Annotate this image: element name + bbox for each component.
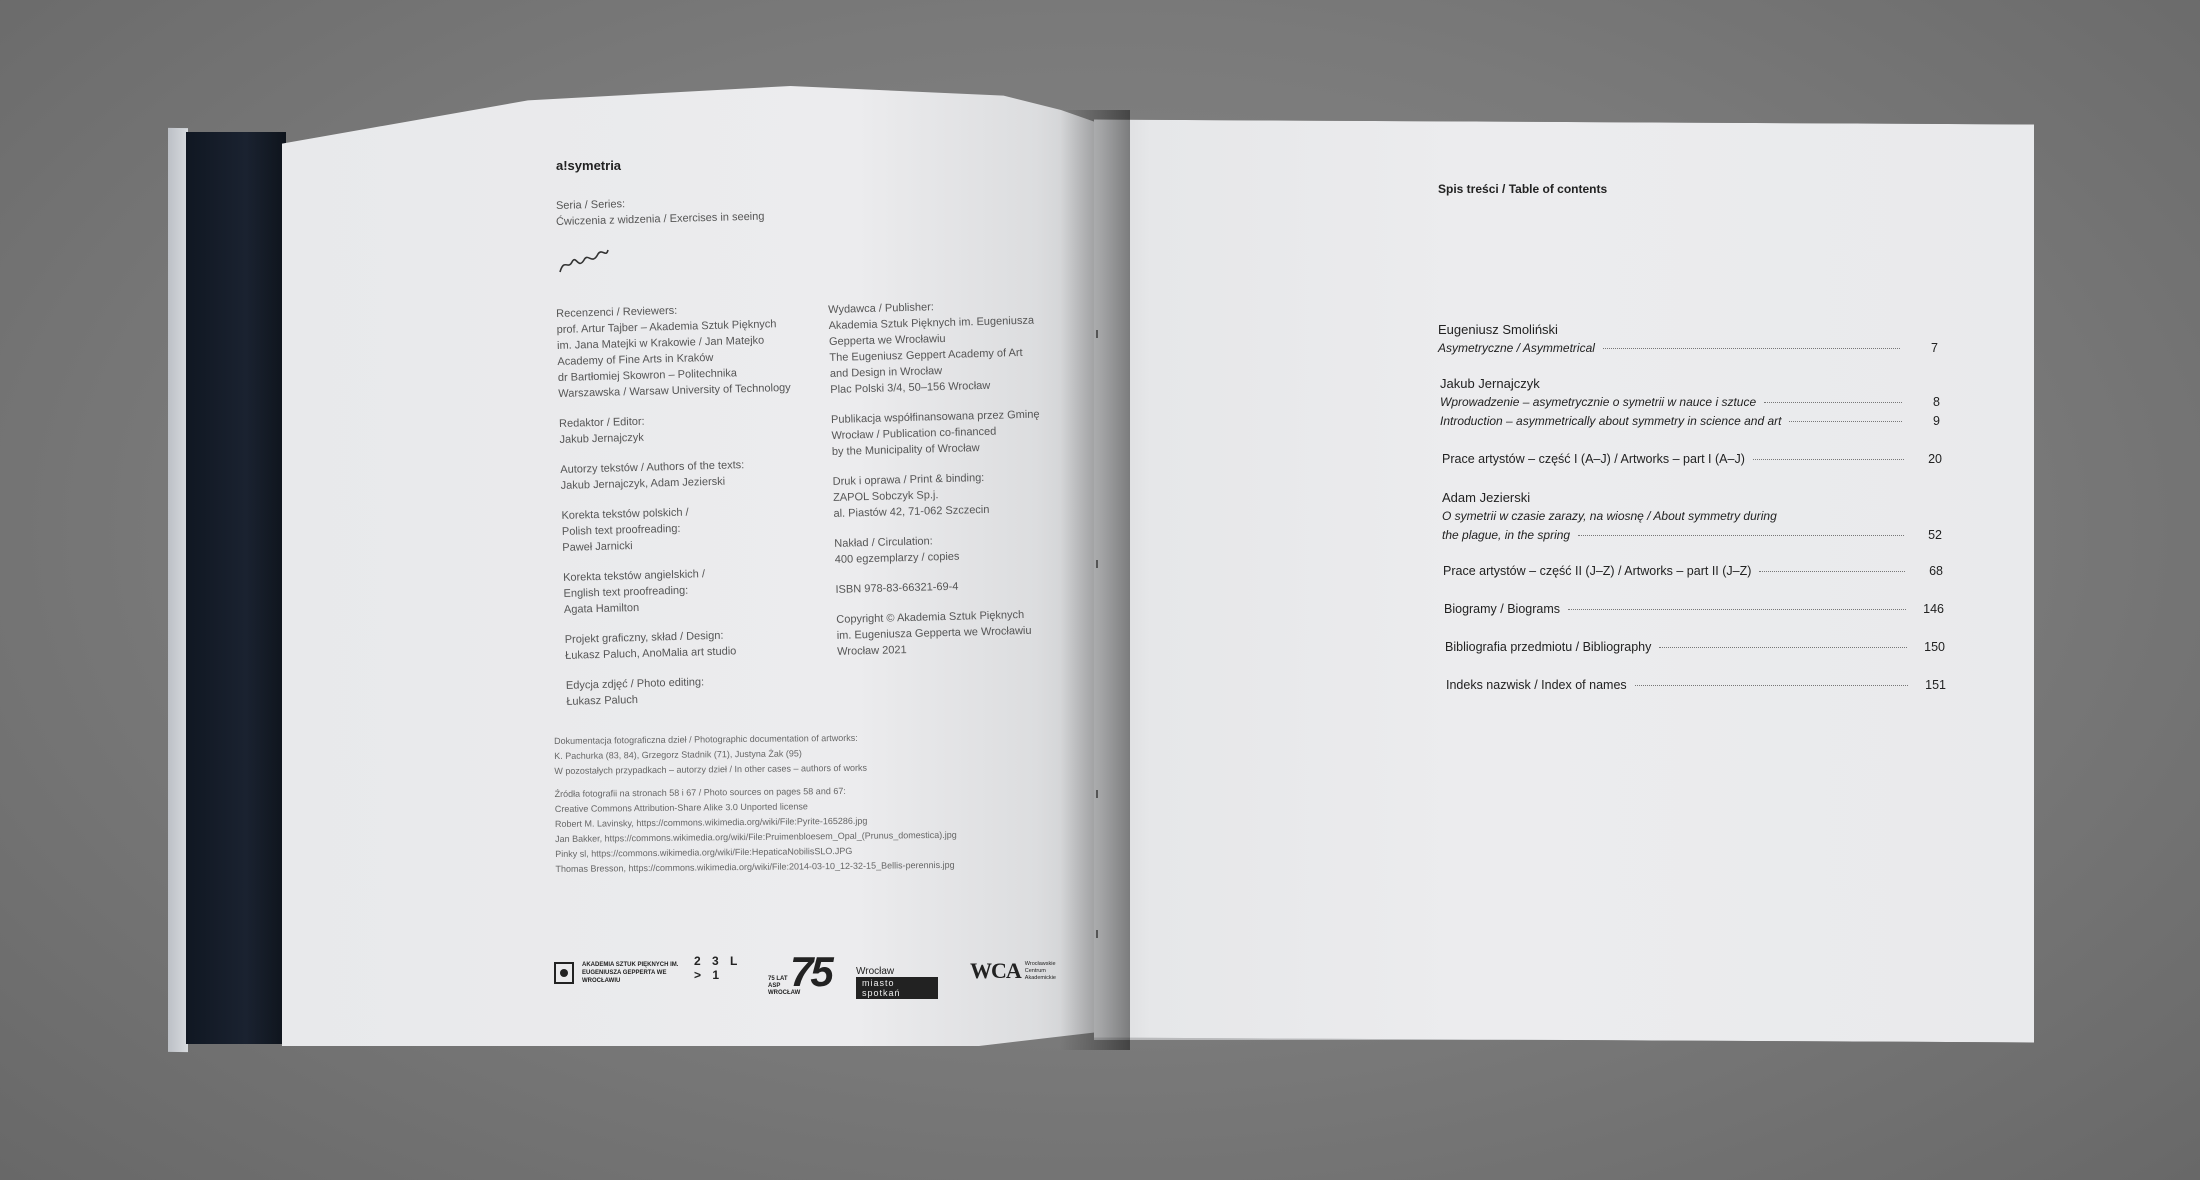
toc-leader-dots — [1753, 459, 1904, 460]
credit-block — [828, 297, 1039, 398]
credit-line: Autorzy tekstów / Authors of the texts: — [560, 459, 745, 476]
credit-line: im. Eugeniusza Gepperta we Wrocławiu — [836, 624, 1032, 642]
toc-page-number: 9 — [1933, 414, 1940, 428]
credit-line: Warszawska / Warsaw University of Technology — [558, 381, 791, 400]
credits-column-2 — [828, 297, 1046, 674]
toc-page-number: 146 — [1923, 602, 1944, 616]
credit-line: Nakład / Circulation: — [834, 535, 933, 550]
toc-leader-dots — [1578, 535, 1904, 536]
credit-block — [560, 456, 793, 494]
toc-page-number: 20 — [1928, 452, 1942, 466]
asp-emblem-icon — [552, 960, 576, 986]
note-line: Dokumentacja fotograficzna dzieł / Photographic documentation of artworks: — [554, 732, 858, 746]
toc-page-number: 68 — [1929, 564, 1943, 578]
credit-block — [561, 502, 795, 556]
toc-entry-title: Prace artystów – część II (J–Z) / Artworks – part II (J–Z) — [1443, 564, 1752, 578]
toc-entry[interactable] — [1444, 602, 1944, 616]
credit-line: Akademia Sztuk Pięknych im. Eugeniusza — [828, 314, 1035, 332]
note-line: K. Pachurka (83, 84), Grzegorz Stadnik (71), Justyna Żak (95) — [554, 748, 802, 761]
toc-page-number: 52 — [1928, 528, 1942, 542]
note-line: Pinky sl, https://commons.wikimedia.org/wiki/File:HepaticaNobilisSLO.JPG — [555, 845, 853, 859]
toc-entry[interactable] — [1440, 414, 1940, 428]
note-line: Creative Commons Attribution-Share Alike 3.0 Unported license — [554, 801, 808, 814]
credit-line: Korekta tekstów polskich / — [561, 506, 689, 522]
credit-line: Copyright © Akademia Sztuk Pięknych — [836, 608, 1025, 626]
credit-line: 400 egzemplarzy / copies — [834, 550, 960, 566]
toc-page-number: 8 — [1933, 395, 1940, 409]
logo-wroclaw: Wrocław miasto spotkań — [856, 966, 938, 999]
toc-entry-title: Biogramy / Biograms — [1444, 602, 1561, 616]
toc-leader-dots — [1635, 685, 1908, 686]
binding-stitch — [1096, 790, 1098, 798]
credit-block — [559, 410, 792, 448]
toc-entry[interactable] — [1446, 678, 1946, 692]
note-line: Robert M. Lavinsky, https://commons.wikimedia.org/wiki/File:Pyrite-165286.jpg — [554, 815, 868, 829]
credit-block — [831, 407, 1041, 460]
logo-wydzial: 2 3 L > 1 — [694, 954, 742, 982]
toc-author: Adam Jezierski — [1442, 490, 1531, 505]
toc-title: Spis treści / Table of contents — [1438, 182, 1608, 196]
credit-line: The Eugeniusz Geppert Academy of Art — [829, 346, 1023, 364]
binding-stitch — [1096, 560, 1098, 568]
toc-leader-dots — [1568, 609, 1906, 610]
credit-line: Polish text proofreading: — [561, 522, 681, 538]
credit-line: dr Bartłomiej Skowron – Politechnika — [557, 367, 738, 384]
note-line: Jan Bakker, https://commons.wikimedia.org/wiki/File:Pruimenbloesem_Opal_(Prunus_domestica).jpg — [555, 829, 957, 844]
logo-asp75-text: 75 LAT ASP WROCŁAW — [768, 976, 801, 996]
toc-entry-title: the plague, in the spring — [1442, 528, 1571, 542]
signature-mark — [556, 240, 612, 280]
credit-line: and Design in Wrocław — [829, 365, 943, 380]
credit-line: Jakub Jernajczyk — [559, 431, 645, 446]
credit-block — [836, 606, 1046, 659]
credit-line: Łukasz Paluch — [566, 693, 639, 708]
credit-line: English text proofreading: — [563, 584, 689, 600]
credit-line: Agata Hamilton — [563, 601, 640, 616]
credit-block — [833, 468, 1043, 521]
credit-line: Wydawca / Publisher: — [828, 301, 935, 316]
toc-leader-dots — [1659, 647, 1907, 648]
series-value: Ćwiczenia z widzenia / Exercises in seeing — [555, 210, 765, 228]
toc-entry-title: Prace artystów – część I (A–J) / Artworks – part I (A–J) — [1442, 452, 1745, 466]
credit-line: Projekt graficzny, skład / Design: — [564, 629, 724, 646]
credit-line: ISBN 978-83-66321-69-4 — [835, 580, 959, 596]
book-cover-edge — [168, 128, 188, 1052]
toc-page-number: 150 — [1924, 640, 1945, 654]
credit-line: Publikacja współfinansowana przez Gminę — [830, 408, 1040, 426]
note-line: Źródła fotografii na stronach 58 i 67 / Photo sources on pages 58 and 67: — [554, 785, 846, 799]
toc-entry-title: Bibliografia przedmiotu / Bibliography — [1445, 640, 1652, 654]
credit-block — [563, 564, 797, 618]
credit-line: Łukasz Paluch, AnoMalia art studio — [565, 645, 737, 662]
book-title: a!symetria — [556, 158, 622, 173]
toc-leader-dots — [1764, 402, 1902, 403]
credit-line: al. Piastów 42, 71-062 Szczecin — [833, 503, 990, 520]
toc-entry[interactable] — [1442, 528, 1942, 542]
credits-column-1 — [556, 300, 799, 724]
binding-stitch — [1096, 330, 1098, 338]
credit-line: Gepperta we Wrocławiu — [828, 332, 946, 348]
toc-entry-title: Asymetryczne / Asymmetrical — [1438, 341, 1595, 355]
credit-line: Wrocław 2021 — [837, 644, 907, 658]
toc-entry[interactable] — [1443, 564, 1943, 578]
credit-line: im. Jana Matejki w Krakowie / Jan Matejko — [556, 334, 765, 352]
credit-line: Recenzenci / Reviewers: — [556, 304, 678, 320]
credit-block — [565, 626, 798, 664]
credit-block — [556, 300, 791, 402]
toc-author: Jakub Jernajczyk — [1440, 376, 1540, 391]
toc-page-number: 151 — [1925, 678, 1946, 692]
note-line: Thomas Bresson, https://commons.wikimedia.org/wiki/File:2014-03-10_12-32-15_Bellis-perennis.jpg — [555, 859, 955, 874]
toc-entry[interactable] — [1438, 341, 1938, 355]
toc-leader-dots — [1759, 571, 1905, 572]
credit-line: ZAPOL Sobczyk Sp.j. — [832, 489, 939, 504]
credit-line: prof. Artur Tajber – Akademia Sztuk Pięknych — [556, 318, 777, 336]
toc-entry[interactable] — [1440, 395, 1940, 409]
book-endpaper-dark — [186, 132, 286, 1044]
toc-work-title: O symetrii w czasie zarazy, na wiosnę / About symmetry during — [1442, 509, 1777, 523]
series-label: Seria / Series: — [555, 198, 626, 212]
toc-entry-title: Indeks nazwisk / Index of names — [1446, 678, 1627, 692]
credit-line: Academy of Fine Arts in Kraków — [557, 351, 714, 368]
credit-line: Korekta tekstów angielskich / — [562, 568, 706, 584]
credit-block — [835, 576, 1044, 597]
note-line: W pozostałych przypadkach – autorzy dzieł / In other cases – authors of works — [554, 762, 868, 776]
logo-asp75-number: 75 — [790, 948, 831, 995]
toc-leader-dots — [1603, 348, 1900, 349]
toc-entry-title: Wprowadzenie – asymetrycznie o symetrii w nauce i sztuce — [1440, 395, 1757, 409]
toc-entry-title: Introduction – asymmetrically about symmetry in science and art — [1440, 414, 1782, 428]
toc-entry[interactable] — [1442, 452, 1942, 466]
credit-block — [566, 672, 799, 710]
credit-line: by the Municipality of Wrocław — [831, 442, 980, 458]
credit-line: Redaktor / Editor: — [558, 415, 645, 430]
credit-line: Wrocław / Publication co-financed — [831, 425, 997, 442]
gutter-shadow — [1060, 110, 1130, 1050]
toc-author: Eugeniusz Smoliński — [1438, 322, 1558, 337]
credit-line: Paweł Jarnicki — [562, 540, 633, 554]
credit-line: Druk i oprawa / Print & binding: — [832, 471, 985, 488]
toc-entry[interactable] — [1445, 640, 1945, 654]
right-page — [1094, 120, 2034, 1043]
credit-line: Edycja zdjęć / Photo editing: — [565, 676, 705, 692]
credit-line: Plac Polski 3/4, 50–156 Wrocław — [830, 379, 991, 396]
toc-page-number: 7 — [1931, 341, 1938, 355]
photo-credits — [554, 730, 957, 877]
logo-wca: WCA Wrocławskie Centrum Akademickie — [970, 958, 1056, 983]
credit-line: Jakub Jernajczyk, Adam Jezierski — [560, 475, 726, 492]
binding-stitch — [1096, 930, 1098, 938]
credit-block — [834, 530, 1043, 567]
logo-asp: AKADEMIA SZTUK PIĘKNYCH IM. EUGENIUSZA GEPPERTA WE WROCŁAWIU — [552, 960, 692, 986]
toc-leader-dots — [1789, 421, 1902, 422]
